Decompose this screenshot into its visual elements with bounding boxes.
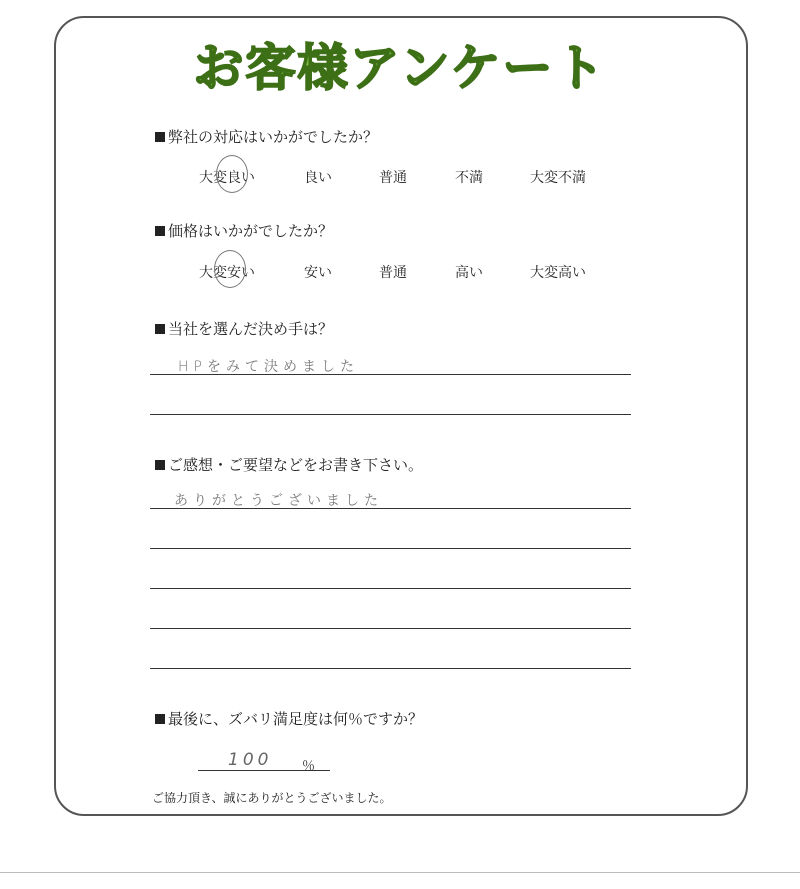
question-5 (155, 708, 423, 729)
q1-option-1[interactable]: 大変良い (199, 170, 255, 186)
question-3-label: 当社を選んだ決め手は？ (168, 320, 334, 338)
square-bullet-icon (155, 226, 165, 236)
answer-line (150, 414, 631, 415)
satisfaction-line (198, 770, 330, 771)
answer-line (150, 508, 631, 509)
question-3-answer[interactable]: HPをみて決めました (178, 359, 359, 375)
square-bullet-icon (155, 132, 165, 142)
answer-line (150, 668, 631, 669)
q1-selected-circle (216, 155, 248, 193)
question-2-label: 価格はいかがでしたか？ (168, 222, 334, 240)
q2-option-4[interactable]: 高い (455, 265, 483, 281)
q2-option-5[interactable]: 大変高い (530, 265, 586, 281)
q1-option-2[interactable]: 良い (304, 170, 332, 186)
answer-line (150, 628, 631, 629)
answer-line (150, 588, 631, 589)
q1-option-3[interactable]: 普通 (379, 170, 407, 186)
q1-option-5[interactable]: 大変不満 (530, 170, 586, 186)
q2-selected-circle (214, 250, 246, 288)
square-bullet-icon (155, 324, 165, 334)
question-5-label: 最後に、ズバリ満足度は何％ですか？ (168, 710, 424, 728)
thanks-message: ご協力頂き、誠にありがとうございました。 (152, 791, 392, 805)
square-bullet-icon (155, 714, 165, 724)
satisfaction-value[interactable]: 100 (228, 750, 273, 770)
q2-option-2[interactable]: 安い (304, 265, 332, 281)
question-2 (155, 220, 333, 241)
question-1 (155, 126, 378, 147)
answer-line (150, 548, 631, 549)
q2-option-3[interactable]: 普通 (379, 265, 407, 281)
survey-title: お客様アンケート (193, 39, 607, 97)
q1-option-4[interactable]: 不満 (455, 170, 483, 186)
satisfaction-unit: ％ (302, 759, 316, 774)
q2-option-1[interactable]: 大変安い (199, 265, 255, 281)
question-4-answer[interactable]: ありがとうございました (174, 493, 383, 509)
square-bullet-icon (155, 460, 165, 470)
question-4 (155, 454, 423, 475)
page-divider (0, 872, 800, 873)
question-4-label: ご感想・ご要望などをお書き下さい。 (168, 456, 424, 474)
answer-line (150, 374, 631, 375)
question-1-label: 弊社の対応はいかがでしたか？ (168, 128, 379, 146)
question-3 (155, 318, 333, 339)
